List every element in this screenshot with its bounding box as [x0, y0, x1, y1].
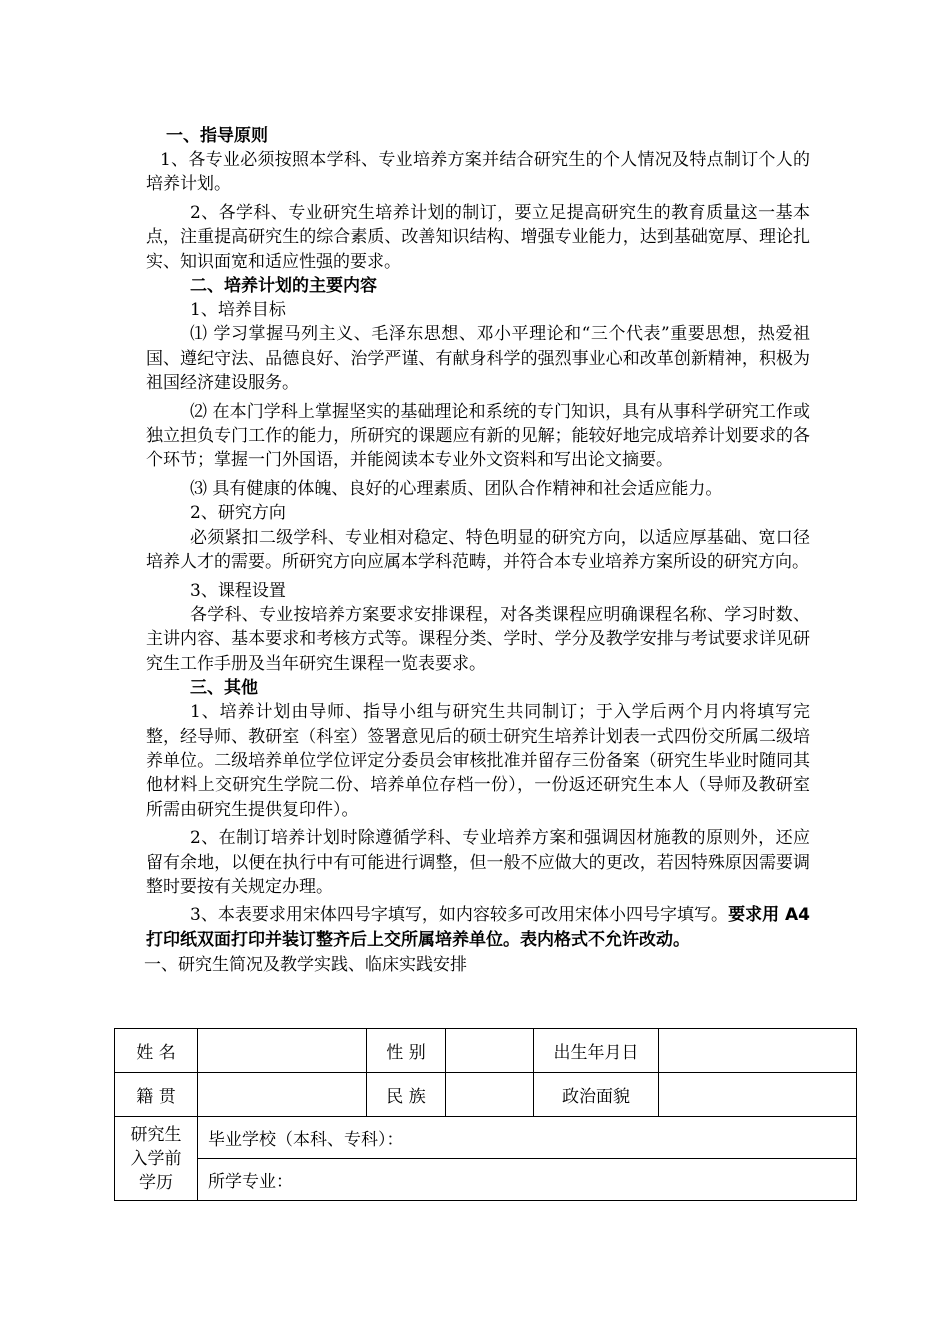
political-status-label: 政治面貌: [534, 1073, 659, 1117]
prior-education-label-line: 学历: [139, 1172, 173, 1193]
form-section-title: 一、研究生简况及教学实践、临床实践安排: [144, 955, 467, 976]
paragraph-goal-1: ⑴ 学习掌握马列主义、毛泽东思想、邓小平理论和“三个代表”重要思想，热爱祖国、遵纪守法、品德良好、治学严谨、有献身科学的强烈事业心和改革创新精神，积极为祖国经济建设服务。: [146, 324, 810, 394]
subheading-research-direction: 2、研究方向: [190, 503, 286, 524]
birth-date-label: 出生年月日: [534, 1029, 659, 1073]
table-row: [115, 1073, 857, 1117]
paragraph-other-1: 1、培养计划由导师、指导小组与研究生共同制订；于入学后两个月内将填写完整，经导师、教研室（科室）签署意见后的硕士研究生培养计划表一式四份交所属二级培养单位。二级培养单位学位评定分委员会审核批准并留存三份备案（研究生毕业时随同其他材料上交研究生学院二份、培养单位存档一份），一份返还研究生本人（导师及教研室所需由研究生提供复印件）。: [146, 702, 810, 820]
prior-education-label: [115, 1117, 198, 1201]
subheading-course-setup: 3、课程设置: [190, 580, 286, 601]
paragraph-principle-1: 1、各专业必须按照本学科、专业培养方案并结合研究生的个人情况及特点制订个人的培养计划。: [146, 150, 810, 195]
section-2-title: 二、培养计划的主要内容: [190, 276, 377, 297]
section-3-title: 三、其他: [190, 678, 258, 699]
major-field[interactable]: 所学专业：: [198, 1159, 857, 1201]
prior-education-label-line: 研究生: [130, 1124, 182, 1145]
political-status-value-cell[interactable]: [659, 1073, 857, 1117]
section-1-title: 一、指导原则: [166, 126, 268, 146]
paragraph-goal-3: ⑶ 具有健康的体魄、良好的心理素质、团队合作精神和社会适应能力。: [190, 478, 723, 499]
table-row: [115, 1159, 857, 1201]
paragraph-other-3: [146, 903, 810, 952]
graduated-school-field[interactable]: 毕业学校（本科、专科）：: [198, 1117, 857, 1159]
name-label: 姓 名: [115, 1029, 198, 1073]
other-3-normal-text: 3、本表要求用宋体四号字填写，如内容较多可改用宋体小四号字填写。: [190, 905, 729, 926]
paragraph-goal-2: ⑵ 在本门学科上掌握坚实的基础理论和系统的专门知识，具有从事科学研究工作或独立担负专门工作的能力，所研究的课题应有新的见解；能较好地完成培养计划要求的各个环节；掌握一门外国语，并能阅读本专业外文资料和写出论文摘要。: [146, 401, 810, 471]
subheading-training-goals: 1、培养目标: [190, 300, 286, 321]
gender-value-cell[interactable]: [446, 1029, 534, 1073]
other-3-bold-text: 要求用 A4 打印纸双面打印并装订整齐后上交所属培养单位。表内格式不允许改动。: [146, 905, 810, 950]
table-row: [115, 1029, 857, 1073]
gender-label: 性 别: [367, 1029, 446, 1073]
paragraph-course-setup: 各学科、专业按培养方案要求安排课程，对各类课程应明确课程名称、学习时数、主讲内容、基本要求和考核方式等。课程分类、学时、学分及教学安排与考试要求详见研究生工作手册及当年研究生课程一览表要求。: [146, 604, 810, 674]
paragraph-principle-2: 2、各学科、专业研究生培养计划的制订，要立足提高研究生的教育质量这一基本点，注重提高研究生的综合素质、改善知识结构、增强专业能力，达到基础宽厚、理论扎实、知识面宽和适应性强的要求。: [146, 202, 810, 272]
prior-education-label-line: 入学前: [130, 1148, 182, 1169]
native-place-label: 籍 贯: [115, 1073, 198, 1117]
table-row: [115, 1117, 857, 1159]
paragraph-research-direction: 必须紧扣二级学科、专业相对稳定、特色明显的研究方向，以适应厚基础、宽口径培养人才的需要。所研究方向应属本学科范畴，并符合本专业培养方案所设的研究方向。: [146, 527, 810, 573]
birth-date-value-cell[interactable]: [659, 1029, 857, 1073]
name-value-cell[interactable]: [198, 1029, 367, 1073]
native-place-value-cell[interactable]: [198, 1073, 367, 1117]
student-info-table: [114, 1028, 857, 1201]
ethnicity-value-cell[interactable]: [446, 1073, 534, 1117]
paragraph-other-2: 2、在制订培养计划时除遵循学科、专业培养方案和强调因材施教的原则外，还应留有余地，以便在执行中有可能进行调整，但一般不应做大的更改，若因特殊原因需要调整时要按有关规定办理。: [146, 828, 810, 897]
document-body: [146, 124, 810, 978]
ethnicity-label: 民 族: [367, 1073, 446, 1117]
